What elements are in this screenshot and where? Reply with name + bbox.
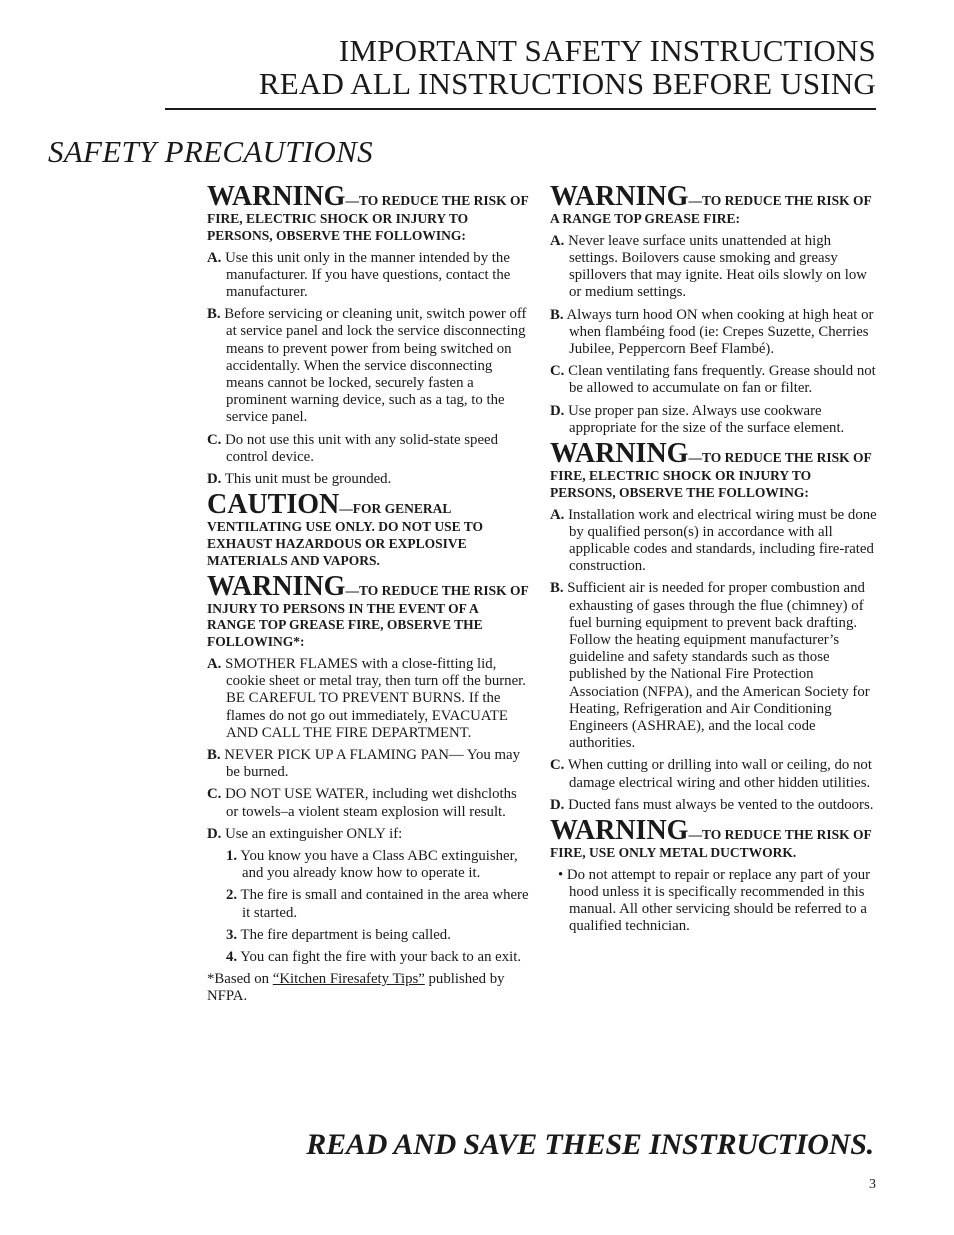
- header-line-2: READ ALL INSTRUCTIONS BEFORE USING: [258, 66, 876, 101]
- list-item: B. Always turn hood ON when cooking at high heat or when flambéing food (ie: Crepes Suzette, Cherries Jubilee, Peppercorn Beef Flambé).: [550, 306, 874, 358]
- warning-heading: [207, 570, 529, 651]
- warning-heading: [550, 817, 880, 862]
- warning-text: —TO REDUCE THE RISK OF FIRE, USE ONLY METAL DUCTWORK.: [550, 827, 872, 861]
- warning-word: WARNING: [550, 438, 689, 470]
- list-item: C. Clean ventilating fans frequently. Grease should not be allowed to accumulate on fan or filter.: [550, 363, 876, 397]
- list-item: C. Do not use this unit with any solid-state speed control device.: [207, 431, 498, 465]
- page-header: [160, 34, 876, 100]
- section-title: SAFETY PRECAUTIONS: [48, 134, 373, 169]
- warning-block-3: [550, 183, 880, 437]
- warning-block-1: [207, 183, 529, 488]
- sub-list-item: 3. The fire department is being called.: [226, 926, 451, 943]
- warning-text: —TO REDUCE THE RISK OF A RANGE TOP GREASE FIRE:: [550, 193, 872, 226]
- warning-text: —TO REDUCE THE RISK OF FIRE, ELECTRIC SHOCK OR INJURY TO PERSONS, OBSERVE THE FOLLOWING:: [207, 193, 529, 243]
- header-divider: [165, 108, 876, 110]
- footnote: *Based on “Kitchen Firesafety Tips” published by NFPA.: [207, 971, 505, 1005]
- list-item: C. DO NOT USE WATER, including wet dishcloths or towels–a violent steam explosion will result.: [207, 786, 517, 820]
- warning-heading: [550, 183, 880, 228]
- caution-text: —FOR GENERAL VENTILATING USE ONLY. DO NOT USE TO EXHAUST HAZARDOUS OR EXPLOSIVE MATERIALS AND VAPORS.: [207, 501, 483, 568]
- warning-heading: [207, 183, 529, 245]
- list-item: B. NEVER PICK UP A FLAMING PAN— You may be burned.: [207, 747, 521, 781]
- list-item: D. Use an extinguisher ONLY if:: [207, 825, 403, 842]
- caution-heading: [207, 491, 529, 569]
- list-item: D. This unit must be grounded.: [207, 471, 392, 488]
- warning-block-4: [550, 440, 880, 814]
- warning-block-5: [550, 817, 880, 936]
- list-item: D. Ducted fans must always be vented to the outdoors.: [550, 796, 874, 813]
- list-item: D. Use proper pan size. Always use cookware appropriate for the size of the surface element.: [550, 402, 845, 436]
- warning-word: WARNING: [207, 570, 346, 602]
- list-item: A. Installation work and electrical wiring must be done by qualified person(s) in accordance with all applicable codes and standards, including fire-rated construction.: [550, 506, 877, 575]
- caution-block: [207, 491, 529, 569]
- sub-list-item: 4. You can fight the fire with your back to an exit.: [226, 949, 522, 966]
- caution-word: CAUTION: [207, 489, 340, 521]
- header-line-1: IMPORTANT SAFETY INSTRUCTIONS: [338, 33, 876, 68]
- list-item: C. When cutting or drilling into wall or ceiling, do not damage electrical wiring and other hidden utilities.: [550, 757, 872, 791]
- footer-title: READ AND SAVE THESE INSTRUCTIONS.: [306, 1128, 874, 1161]
- footnote-source-title: “Kitchen Firesafety Tips”: [272, 971, 425, 988]
- warning-text: —TO REDUCE THE RISK OF INJURY TO PERSONS IN THE EVENT OF A RANGE TOP GREASE FIRE, OBSERVE THE FOLLOWING*:: [207, 582, 529, 650]
- right-column: [550, 183, 880, 939]
- list-item: A. SMOTHER FLAMES with a close-fitting lid, cookie sheet or metal tray, then turn off the burner. BE CAREFUL TO PREVENT BURNS. If the flames do not go out immediately, EVACUATE AND CALL THE FIRE DEPARTMENT.: [207, 656, 526, 741]
- bullet-item: • Do not attempt to repair or replace any part of your hood unless it is specifically recommended in this manual. All other servicing should be referred to a qualified technician.: [558, 866, 871, 935]
- list-item: A. Never leave surface units unattended at high settings. Boilovers cause smoking and greasy spillovers that may ignite. Heat oils slowly on low or medium settings.: [550, 232, 867, 301]
- warning-text: —TO REDUCE THE RISK OF FIRE, ELECTRIC SHOCK OR INJURY TO PERSONS, OBSERVE THE FOLLOWING:: [550, 450, 872, 500]
- warning-word: WARNING: [207, 181, 346, 212]
- sub-list-item: 2. The fire is small and contained in the area where it started.: [226, 887, 529, 921]
- page-number: 3: [869, 1177, 876, 1192]
- warning-block-2: [207, 570, 529, 1006]
- warning-heading: [550, 440, 880, 502]
- sub-list-item: 1. You know you have a Class ABC extinguisher, and you already know how to operate it.: [226, 848, 518, 882]
- list-item: A. Use this unit only in the manner intended by the manufacturer. If you have questions, contact the manufacturer.: [207, 249, 511, 300]
- warning-word: WARNING: [550, 181, 689, 212]
- warning-word: WARNING: [550, 815, 689, 847]
- bullet-icon: •: [558, 866, 564, 883]
- list-item: B. Before servicing or cleaning unit, switch power off at service panel and lock the service disconnecting means to prevent power from being switched on accidentally. When the service disconnecting means cannot be locked, securely fasten a prominent warning device, such as a tag, to the service panel.: [207, 306, 527, 426]
- left-column: [207, 183, 529, 1009]
- list-item: B. Sufficient air is needed for proper combustion and exhausting of gases through the flue (chimney) of fuel burning equipment to prevent back drafting. Follow the heating equipment manufacturer’s guideline and safety standards such as those published by the National Fire Protection Association (NFPA), and the American Society for Heating, Refrigeration and Air Conditioning Engineers (ASHRAE), and the local code authorities.: [550, 580, 870, 752]
